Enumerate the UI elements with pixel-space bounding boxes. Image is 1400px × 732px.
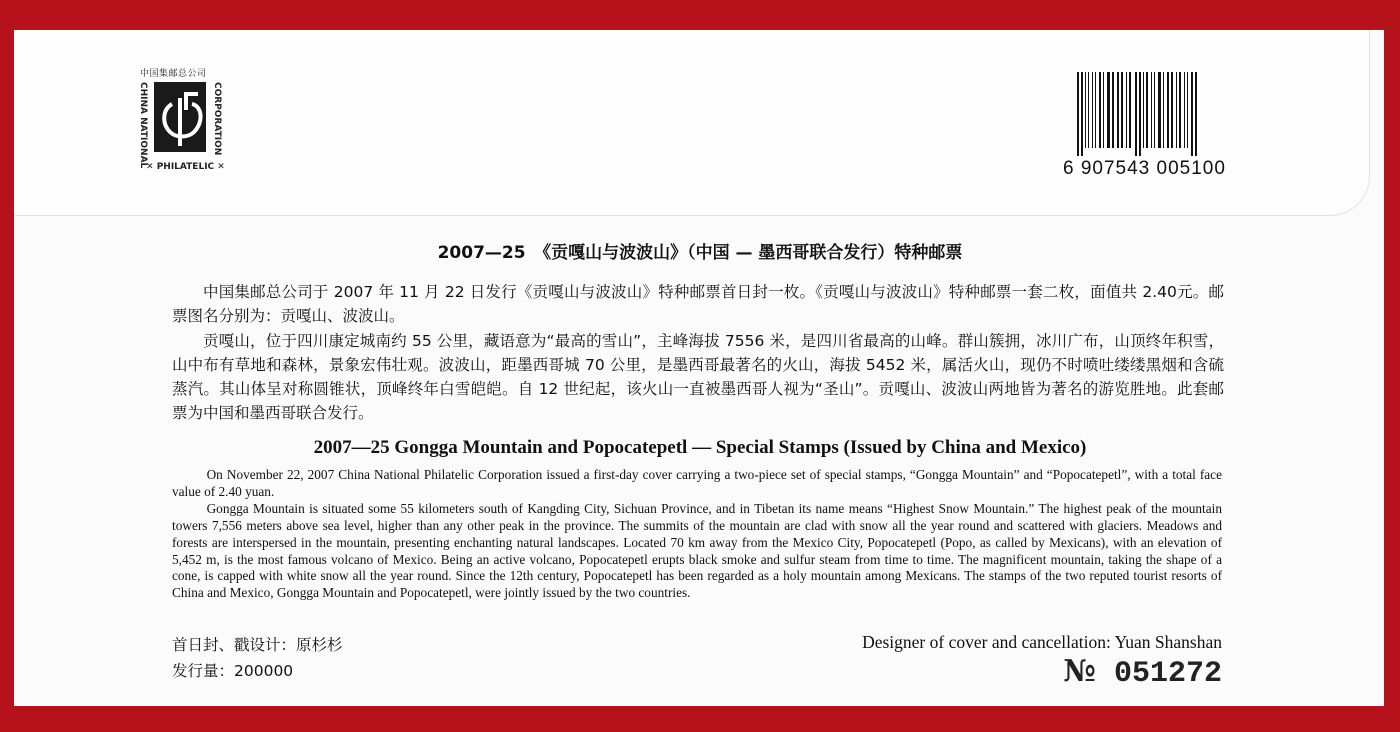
barcode-bar (1163, 72, 1164, 148)
issue-quantity: 发行量：200000 (172, 662, 294, 680)
barcode-bar (1085, 72, 1086, 148)
logo-bottom-text: ✕ PHILATELIC ✕ (146, 162, 225, 172)
logo-bottom-label: PHILATELIC (156, 162, 215, 172)
barcode-number: 6 907543 005100 (1063, 158, 1226, 179)
body-cn-paragraph: 贡嘎山，位于四川康定城南约 55 公里，藏语意为“最高的雪山”，主峰海拔 7556 米，是四川省最高的山峰。群山簇拥，冰川广布，山顶终年积雪，山中布有草地和森林，景象宏伟壮观。波波山，距墨西哥城 70 公里，是墨西哥最著名的火山，海拔 5452 米，属活火山，现仍不时喷吐缕缕黑烟和含硫蒸汽。其山体呈对称圆锥状，顶峰终年白雪皑皑。自 12 世纪起，该火山一直被墨西哥人视为“圣山”。贡嘎山、波波山两地皆为著名的游览胜地。此套邮票为中国和墨西哥联合发行。 (172, 331, 1224, 423)
barcode-bar (1088, 72, 1089, 148)
barcode-bar (1107, 72, 1110, 148)
barcode-bar (1195, 72, 1197, 156)
barcode-bar (1143, 72, 1144, 148)
barcode-bar (1126, 72, 1127, 148)
serial-prefix: № (1063, 654, 1096, 689)
barcode-bar (1154, 72, 1155, 148)
body-chinese (172, 280, 1224, 426)
barcode-bar (1167, 72, 1169, 148)
designer-english: Designer of cover and cancellation: Yuan Shanshan (862, 632, 1222, 652)
barcode-bar (1179, 72, 1181, 148)
barcode-bar (1099, 72, 1101, 148)
logo-right-text: CORPORATION (212, 82, 222, 156)
barcode-bar (1121, 72, 1123, 148)
barcode-bar (1081, 72, 1083, 156)
barcode-bar (1139, 72, 1141, 156)
barcode-bar (1158, 72, 1161, 148)
barcode-bar (1151, 72, 1152, 148)
body-english (172, 467, 1222, 602)
logo-emblem-icon (154, 82, 206, 152)
barcode-bar (1146, 72, 1148, 148)
footer-chinese (172, 632, 343, 684)
logo-top-text: 中国集邮总公司 (140, 69, 207, 79)
barcode-bar (1092, 72, 1093, 148)
body-cn-paragraph: 中国集邮总公司于 2007 年 11 月 22 日发行《贡嘎山与波波山》特种邮票首日封一枚。《贡嘎山与波波山》特种邮票一套二枚，面值共 2.40元。邮票图名分别为：贡嘎山、波波山。 (172, 283, 1224, 326)
barcode-bar (1129, 72, 1131, 148)
barcode-bar (1187, 72, 1188, 148)
barcode-bar (1095, 72, 1096, 148)
barcode (1063, 72, 1247, 180)
serial-number (1030, 654, 1222, 691)
barcode-bars (1077, 72, 1245, 156)
barcode-bar (1176, 72, 1177, 148)
philatelic-logo (138, 66, 226, 176)
barcode-bar (1117, 72, 1119, 148)
barcode-bar (1171, 72, 1173, 148)
title-english: 2007—25 Gongga Mountain and Popocatepetl — Special Stamps (Issued by China and Mexico) (313, 437, 1087, 458)
barcode-bar (1112, 72, 1114, 148)
barcode-bar (1191, 72, 1193, 156)
barcode-bar (1077, 72, 1079, 156)
logo-left-text: CHINA NATIONAL (138, 82, 148, 169)
body-en-paragraph: Gongga Mountain is situated some 55 kilometers south of Kangding City, Sichuan Province, and in Tibetan its name means “Highest Snow Mountain.” The highest peak of the mountain towers 7,556 meters above sea level, higher than any other peak in the province. The summits of the mountain are clad with snow all the year round and scattered with glaciers. Meadows and forests are interspersed in the mountain, presenting enchanting natural landscapes. Located 70 km away from the Mexico City, Popocatepetl (Popo, as called by Mexicans), with an elevation of 5,452 m, is the most famous volcano of Mexico. Being an active volcano, Popocatepetl erupts black smoke and sulfur steam from time to time. The magnificent mountain, taking the shape of a cone, is capped with white snow all the year round. Since the 12th century, Popocatepetl has been regarded as a holy mountain among Mexicans. The stamps of the two reputed tourist resorts of China and Mexico, Gongga Mountain and Popocatepetl, were jointly issued by the two countries. (172, 500, 1222, 601)
barcode-bar (1103, 72, 1104, 148)
serial-value: 051272 (1113, 657, 1222, 691)
barcode-bar (1184, 72, 1185, 148)
designer-chinese: 首日封、戳设计：原杉杉 (172, 636, 343, 654)
barcode-bar (1135, 72, 1137, 156)
body-en-paragraph: On November 22, 2007 China National Philatelic Corporation issued a first-day cover carrying a two-piece set of special stamps, “Gongga Mountain” and “Popocatepetl”, with a total face value of 2.40 yuan. (172, 467, 1222, 499)
title-chinese: 2007—25 《贡嘎山与波波山》（中国 — 墨西哥联合发行）特种邮票 (437, 243, 963, 263)
